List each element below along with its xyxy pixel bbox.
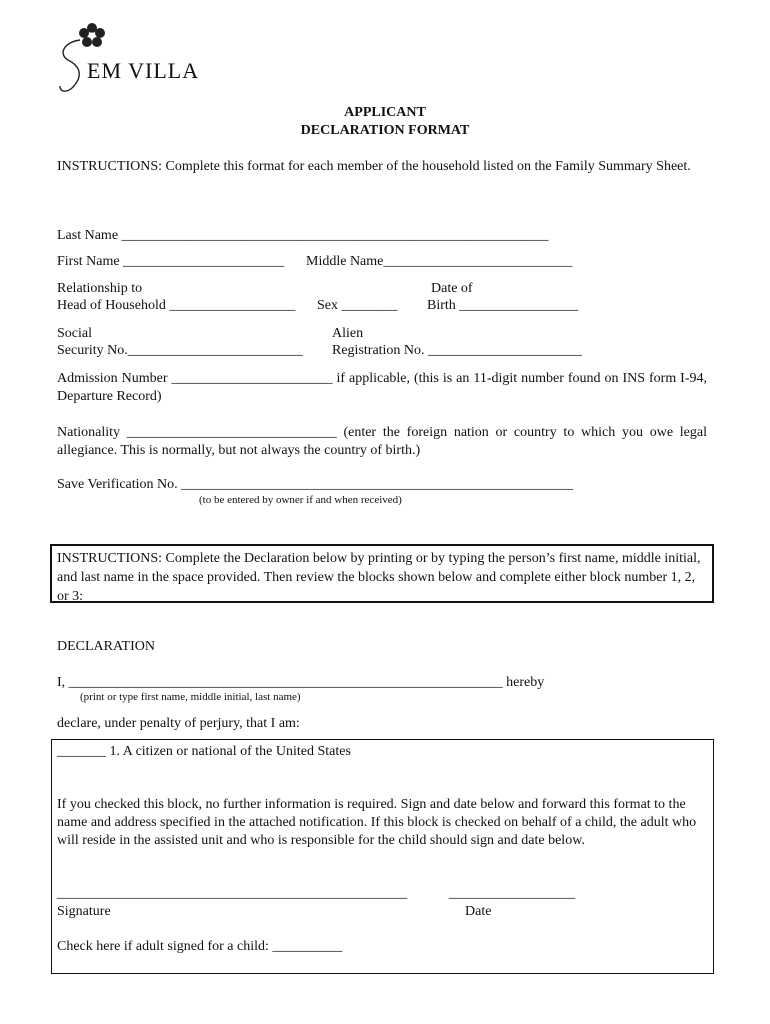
instructions-box-text: INSTRUCTIONS: Complete the Declaration below by printing or by typing the person’s first name, middle initial, and last name in the space provided. Then review the blocks shown below and complete either block number 1, 2, or 3: <box>57 551 701 604</box>
date-label: Date <box>465 904 492 919</box>
dob-label: Date of <box>431 281 473 296</box>
signature-label: Signature <box>57 904 111 919</box>
alien-label: Alien <box>332 326 364 341</box>
instructions-box <box>50 544 714 603</box>
form-title-line2: DECLARATION FORMAT <box>300 123 470 138</box>
date-line[interactable]: __________________ <box>449 886 575 901</box>
signature-line[interactable]: __________________________________________________ <box>57 886 407 901</box>
declarant-name-note: (print or type first name, middle initial, last name) <box>80 691 301 703</box>
alien-registration-field[interactable]: Registration No. ______________________ <box>332 343 583 358</box>
admission-number-field[interactable]: Admission Number _______________________ if applicable, (this is an 11-digit number found on INS form I-94, Departure Record) <box>57 371 707 404</box>
nationality-field[interactable]: Nationality ______________________________ (enter the foreign nation or country to which you owe legal allegiance. This is normally, but not always the country of birth.) <box>57 425 707 458</box>
first-name-field[interactable]: First Name _______________________ <box>57 254 285 269</box>
last-name-field[interactable]: Last Name _____________________________________________________________ <box>57 228 549 243</box>
block-1 <box>51 739 714 974</box>
form-title-line1: APPLICANT <box>344 105 426 120</box>
sem-villa-logo <box>50 18 220 98</box>
logo-wordmark: EM VILLA <box>87 58 200 83</box>
child-check-field[interactable]: Check here if adult signed for a child: __________ <box>57 939 343 954</box>
declare-statement: declare, under penalty of perjury, that I am: <box>57 716 300 731</box>
save-verification-note: (to be entered by owner if and when received) <box>199 494 402 506</box>
declarant-name-field[interactable]: I, ______________________________________________________________ hereby <box>57 675 545 690</box>
save-verification-field[interactable]: Save Verification No. ________________________________________________________ <box>57 477 574 492</box>
block-1-text: If you checked this block, no further information is required. Sign and date below and forward this format to the name and address specified in the attached notification. If this block is checked on behalf of a child, the adult who will reside in the assisted unit and who is responsible for the child should sign and date below. <box>57 797 697 848</box>
instructions-top: INSTRUCTIONS: Complete this format for each member of the household listed on the Family Summary Sheet. <box>57 159 691 174</box>
relationship-label: Relationship to <box>57 281 143 296</box>
citizen-option[interactable]: _______ 1. A citizen or national of the United States <box>57 744 351 759</box>
relationship-field[interactable]: Head of Household __________________ <box>57 298 296 313</box>
declaration-heading: DECLARATION <box>57 639 155 654</box>
middle-name-field[interactable]: Middle Name___________________________ <box>306 254 573 269</box>
ssn-field[interactable]: Security No._________________________ <box>57 343 303 358</box>
ssn-label: Social <box>57 326 92 341</box>
dob-field[interactable]: Birth _________________ <box>427 298 579 313</box>
sex-field[interactable]: Sex ________ <box>317 298 398 313</box>
